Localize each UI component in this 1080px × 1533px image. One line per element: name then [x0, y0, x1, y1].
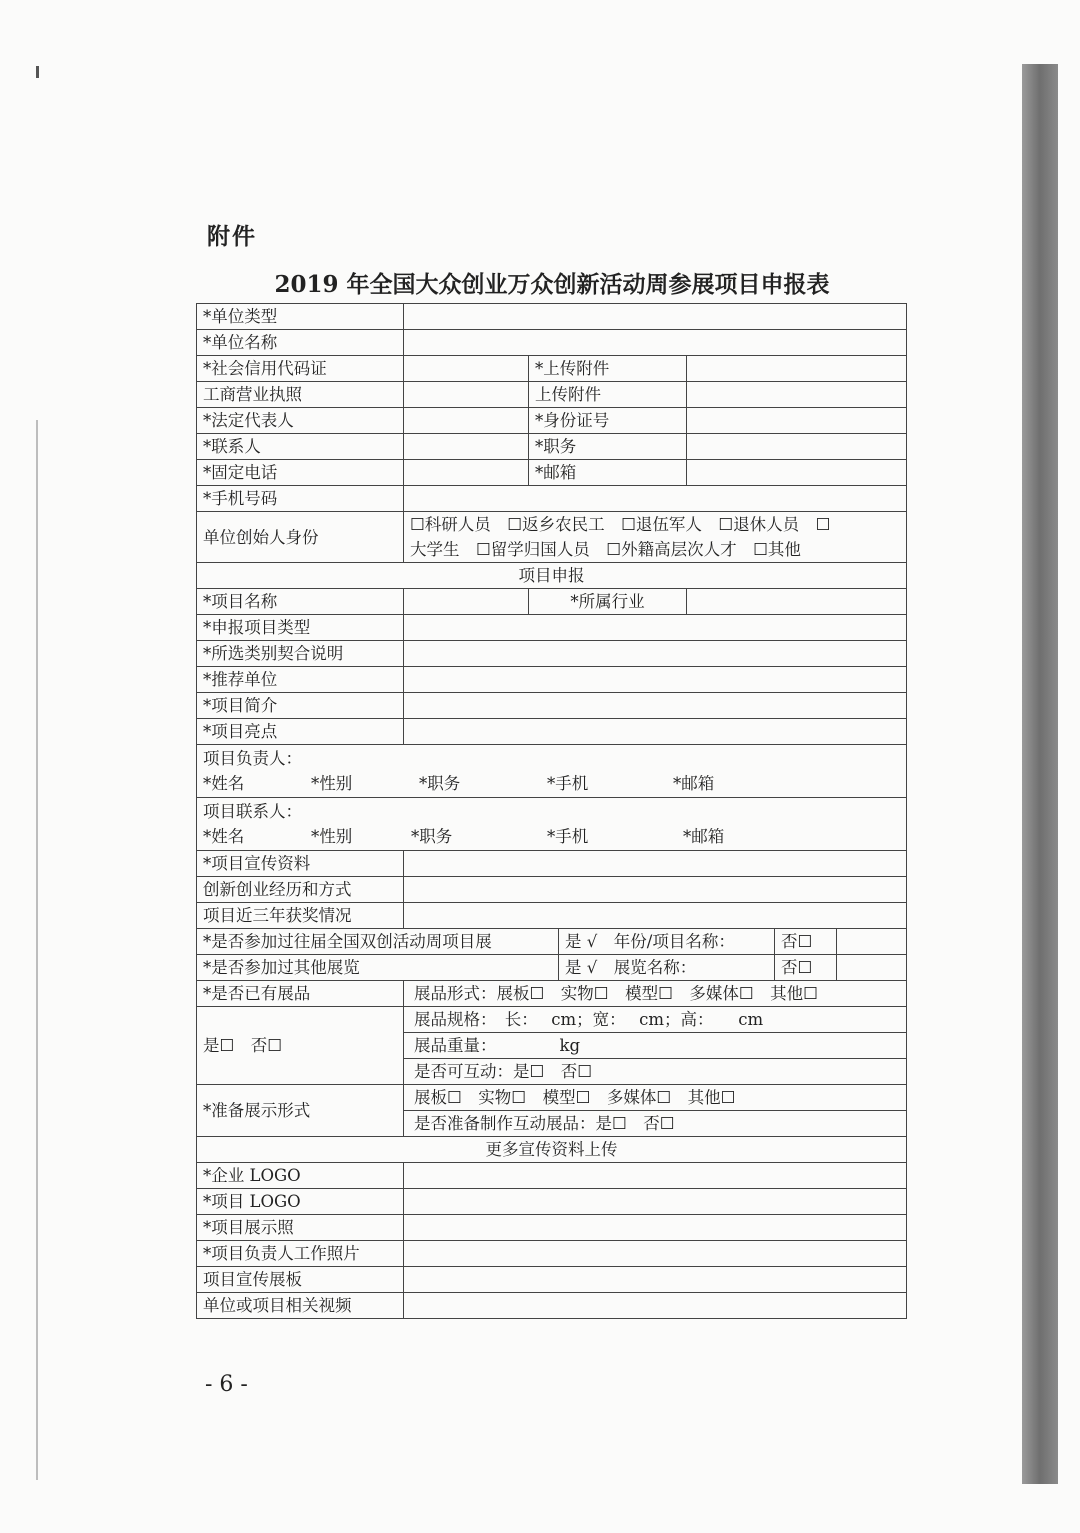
field-label: 工商营业执照	[197, 382, 404, 408]
application-form-table	[196, 303, 907, 1319]
table-row	[197, 641, 907, 667]
field-label: *项目 LOGO	[197, 1189, 404, 1215]
field-value[interactable]	[404, 1267, 907, 1293]
field-label: *是否参加过往届全国双创活动周项目展	[197, 929, 559, 955]
field-value[interactable]	[404, 460, 529, 486]
field-value[interactable]	[687, 408, 907, 434]
leader-gender: *性别	[311, 774, 353, 793]
field-value[interactable]	[404, 615, 907, 641]
table-row	[197, 693, 907, 719]
field-value[interactable]	[404, 408, 529, 434]
table-row	[197, 382, 907, 408]
table-row	[197, 589, 907, 615]
past-week-yes-option[interactable]: 是 √ 年份/项目名称：	[559, 929, 775, 955]
leader-position: *职务	[419, 774, 461, 793]
field-label: *项目简介	[197, 693, 404, 719]
leader-mobile: *手机	[547, 774, 589, 793]
exhibit-weight[interactable]: 展品重量： kg	[404, 1033, 907, 1059]
exhibit-form-options[interactable]: 展品形式：展板☐ 实物☐ 模型☐ 多媒体☐ 其他☐	[404, 981, 907, 1007]
field-value[interactable]	[687, 382, 907, 408]
leader-name: *姓名	[203, 774, 245, 793]
field-label: 单位或项目相关视频	[197, 1293, 404, 1319]
field-label: *项目名称	[197, 589, 404, 615]
field-value[interactable]	[687, 356, 907, 382]
field-value[interactable]	[404, 589, 529, 615]
field-value[interactable]	[404, 356, 529, 382]
table-row	[197, 1007, 907, 1033]
field-value[interactable]	[404, 1163, 907, 1189]
prep-form-options[interactable]: 展板☐ 实物☐ 模型☐ 多媒体☐ 其他☐	[404, 1085, 907, 1111]
field-value[interactable]	[837, 929, 907, 955]
project-leader-block[interactable]	[197, 745, 907, 798]
project-contact-block[interactable]	[197, 798, 907, 851]
field-value[interactable]	[404, 1215, 907, 1241]
field-label: *所选类别契合说明	[197, 641, 404, 667]
field-label: *推荐单位	[197, 667, 404, 693]
page-number: - 6 -	[205, 1372, 248, 1397]
field-label: 项目宣传展板	[197, 1267, 404, 1293]
field-value[interactable]	[404, 719, 907, 745]
table-row	[197, 615, 907, 641]
prep-interactive[interactable]: 是否准备制作互动展品：是☐ 否☐	[404, 1111, 907, 1137]
project-contact-title: 项目联系人：	[203, 802, 302, 821]
table-row	[197, 563, 907, 589]
field-value[interactable]	[687, 589, 907, 615]
table-row	[197, 719, 907, 745]
field-label: *职务	[529, 434, 687, 460]
attachment-label: 附件	[207, 223, 257, 250]
table-row	[197, 798, 907, 851]
founder-options[interactable]	[404, 512, 907, 563]
other-exh-yes-option[interactable]: 是 √ 展览名称：	[559, 955, 775, 981]
field-label: 项目近三年获奖情况	[197, 903, 404, 929]
table-row	[197, 330, 907, 356]
table-row	[197, 981, 907, 1007]
table-row	[197, 1215, 907, 1241]
founder-options-line: 大学生 ☐留学归国人员 ☐外籍高层次人才 ☐其他	[410, 540, 801, 559]
field-label: *是否已有展品	[197, 981, 404, 1007]
contact-email: *邮箱	[683, 827, 725, 846]
contact-name: *姓名	[203, 827, 245, 846]
has-exhibit-yes-no[interactable]: 是☐ 否☐	[197, 1007, 404, 1085]
field-value[interactable]	[687, 434, 907, 460]
field-value[interactable]	[404, 877, 907, 903]
exhibit-interactive[interactable]: 是否可互动：是☐ 否☐	[404, 1059, 907, 1085]
form-title: 2019 年全国大众创业万众创新活动周参展项目申报表	[274, 271, 830, 298]
past-week-no-option[interactable]: 否☐	[775, 929, 837, 955]
field-label: *项目负责人工作照片	[197, 1241, 404, 1267]
field-value[interactable]	[404, 667, 907, 693]
field-label: 单位创始人身份	[197, 512, 404, 563]
field-value[interactable]	[404, 434, 529, 460]
table-row	[197, 1189, 907, 1215]
field-label: *所属行业	[529, 589, 687, 615]
project-contact-fields	[203, 824, 900, 849]
other-exh-no-option[interactable]: 否☐	[775, 955, 837, 981]
field-label: *身份证号	[529, 408, 687, 434]
field-value[interactable]	[404, 304, 907, 330]
table-row	[197, 955, 907, 981]
field-value[interactable]	[404, 903, 907, 929]
project-leader-title: 项目负责人：	[203, 749, 302, 768]
table-row	[197, 667, 907, 693]
table-row	[197, 1293, 907, 1319]
contact-mobile: *手机	[547, 827, 589, 846]
field-label: *项目宣传资料	[197, 851, 404, 877]
scan-edge	[1022, 64, 1058, 1484]
table-row	[197, 851, 907, 877]
table-row	[197, 356, 907, 382]
field-value[interactable]	[404, 486, 907, 512]
field-label: *法定代表人	[197, 408, 404, 434]
founder-options-line: ☐科研人员 ☐返乡农民工 ☐退伍军人 ☐退休人员 ☐	[410, 515, 831, 534]
table-row	[197, 745, 907, 798]
scan-mark	[36, 66, 39, 78]
field-value[interactable]	[404, 1241, 907, 1267]
field-label: *申报项目类型	[197, 615, 404, 641]
exhibit-spec[interactable]: 展品规格： 长： cm；宽： cm；高： cm	[404, 1007, 907, 1033]
table-row	[197, 903, 907, 929]
field-value[interactable]	[687, 460, 907, 486]
table-row	[197, 1163, 907, 1189]
field-label: *单位名称	[197, 330, 404, 356]
table-row	[197, 1241, 907, 1267]
field-value[interactable]	[404, 330, 907, 356]
field-value[interactable]	[404, 641, 907, 667]
table-row	[197, 408, 907, 434]
field-label: *项目亮点	[197, 719, 404, 745]
table-row	[197, 434, 907, 460]
project-leader-fields	[203, 771, 900, 796]
field-label: *手机号码	[197, 486, 404, 512]
field-value[interactable]	[404, 851, 907, 877]
field-label: *联系人	[197, 434, 404, 460]
table-row	[197, 1085, 907, 1111]
table-row	[197, 486, 907, 512]
section-header: 更多宣传资料上传	[197, 1137, 907, 1163]
field-label: *企业 LOGO	[197, 1163, 404, 1189]
field-label: *固定电话	[197, 460, 404, 486]
table-row	[197, 1137, 907, 1163]
field-label: *社会信用代码证	[197, 356, 404, 382]
field-label: *是否参加过其他展览	[197, 955, 559, 981]
field-value[interactable]	[404, 693, 907, 719]
field-label: *邮箱	[529, 460, 687, 486]
table-row	[197, 512, 907, 563]
field-value[interactable]	[404, 382, 529, 408]
table-row	[197, 304, 907, 330]
field-label: *单位类型	[197, 304, 404, 330]
table-row	[197, 877, 907, 903]
field-value[interactable]	[837, 955, 907, 981]
scan-left-line	[36, 420, 38, 1480]
field-value[interactable]	[404, 1189, 907, 1215]
section-header: 项目申报	[197, 563, 907, 589]
table-row	[197, 1267, 907, 1293]
field-label: 上传附件	[529, 382, 687, 408]
field-label: *准备展示形式	[197, 1085, 404, 1137]
contact-gender: *性别	[311, 827, 353, 846]
leader-email: *邮箱	[673, 774, 715, 793]
field-label: *上传附件	[529, 356, 687, 382]
field-value[interactable]	[404, 1293, 907, 1319]
table-row	[197, 929, 907, 955]
field-label: *项目展示照	[197, 1215, 404, 1241]
contact-position: *职务	[411, 827, 453, 846]
field-label: 创新创业经历和方式	[197, 877, 404, 903]
table-row	[197, 460, 907, 486]
